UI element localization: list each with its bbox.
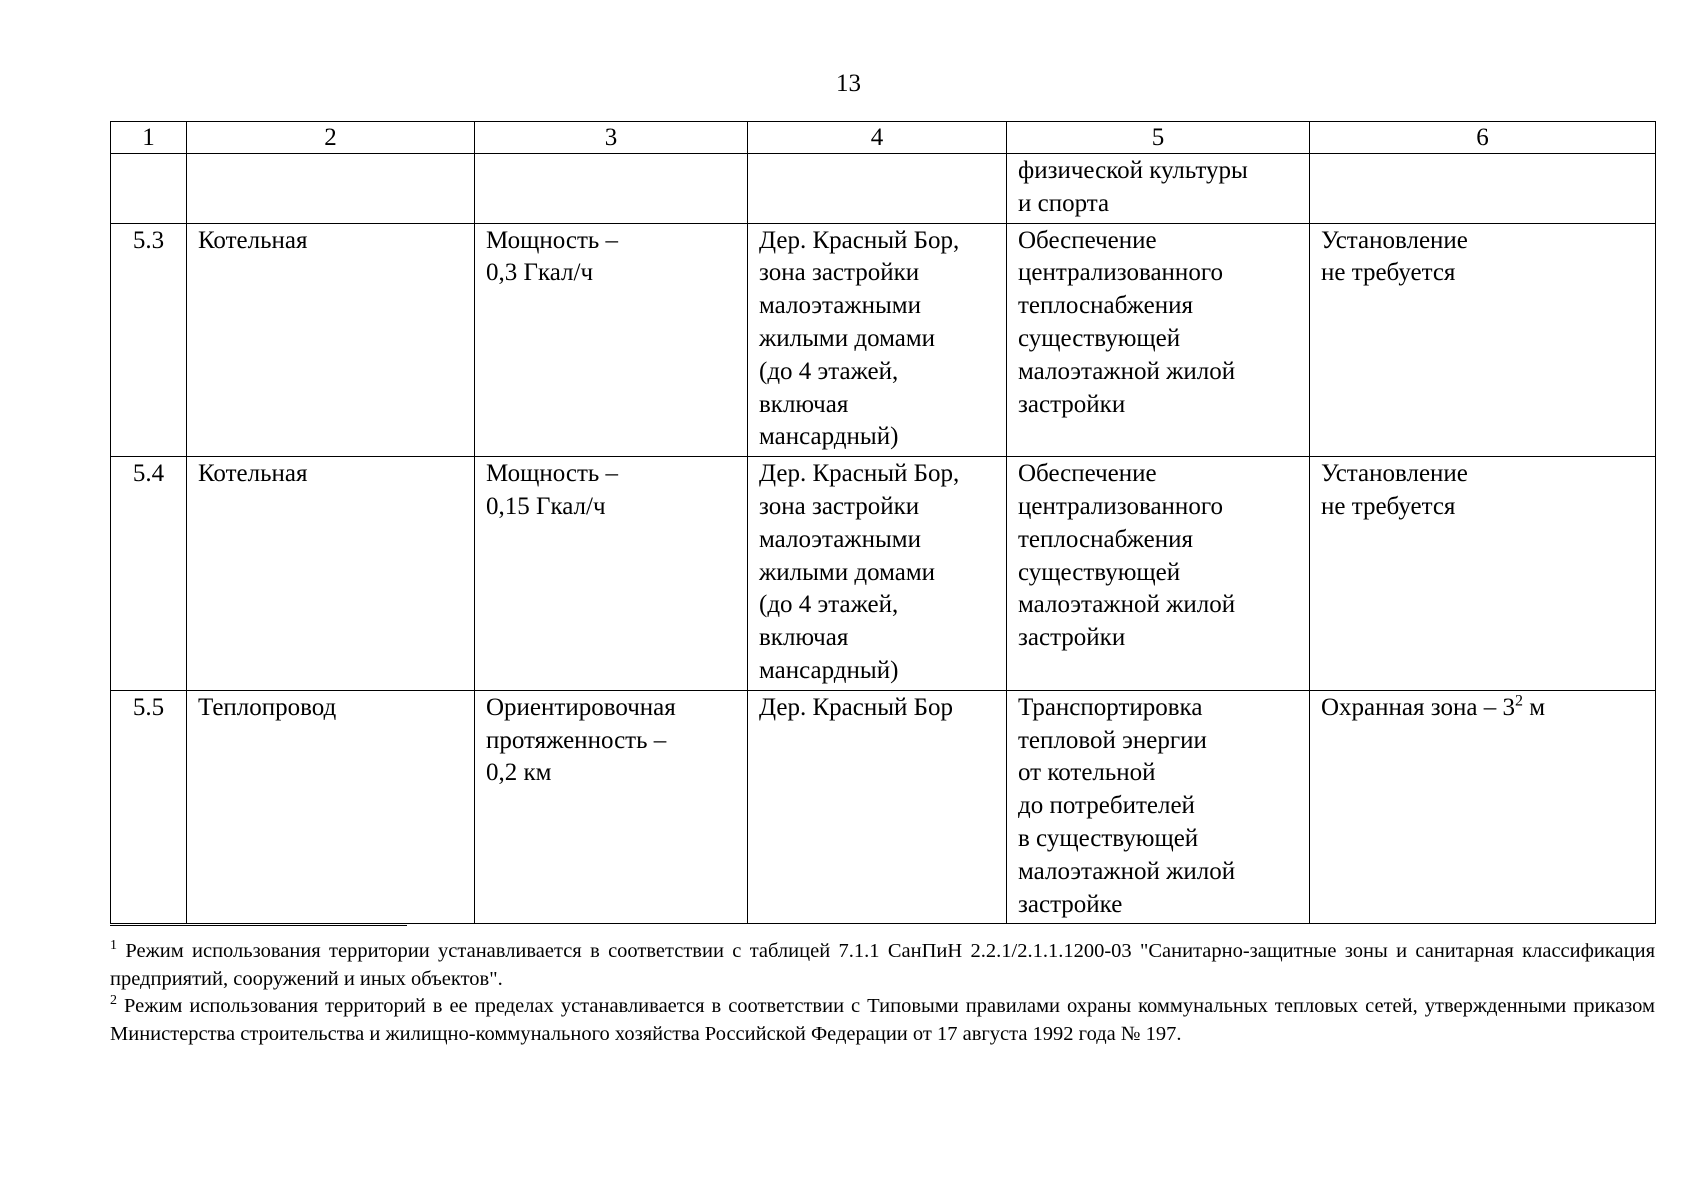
cell-text-line: Обеспечение — [1018, 226, 1157, 254]
cell-text-line: малоэтажной жилой — [1018, 857, 1236, 885]
object-location-cell — [748, 223, 1007, 457]
cell-text-line: включая — [759, 390, 849, 418]
object-location-cell — [748, 690, 1007, 924]
cell-text-line: 0,15 Гкал/ч — [486, 492, 606, 520]
cell-text-line: Мощность – — [486, 226, 619, 254]
header-cell: 2 — [187, 122, 475, 154]
cell-text-line: централизованного — [1018, 492, 1223, 520]
cell-text-line: Ориентировочная — [486, 693, 676, 721]
object-params-cell — [475, 154, 748, 224]
cell-text-line: жилыми домами — [759, 558, 936, 586]
cell-text-line: Транспортировка — [1018, 693, 1203, 721]
object-purpose-cell — [1007, 223, 1310, 457]
cell-text-line: малоэтажной жилой — [1018, 591, 1236, 619]
footnote-text: Режим использования территорий в ее пределах устанавливается в соответствии с Типовыми правилами охраны коммунальных тепловых сетей, утвержденными приказом Министерства строительства и жилищно-коммунального хозяйства Российской Федерации от 17 августа 1992 года № 197. — [110, 995, 1655, 1045]
object-location-cell — [748, 154, 1007, 224]
cell-text-line: 0,3 Гкал/ч — [486, 259, 594, 287]
cell-text-line: Дер. Красный Бор, — [759, 460, 960, 488]
object-zone-cell — [1310, 223, 1656, 457]
row-number-cell: 5.5 — [111, 690, 187, 924]
object-params-cell — [475, 690, 748, 924]
cell-text-line: застройки — [1018, 390, 1126, 418]
cell-text-line: в существующей — [1018, 824, 1199, 852]
cell-text-line: существующей — [1018, 558, 1181, 586]
table-row — [111, 223, 1656, 457]
cell-text-line: Обеспечение — [1018, 460, 1157, 488]
row-number-cell: 5.3 — [111, 223, 187, 457]
table-header-row — [111, 122, 1656, 154]
cell-text-line: включая — [759, 624, 849, 652]
cell-text-line: жилыми домами — [759, 324, 936, 352]
cell-text-line: (до 4 этажей, — [759, 591, 899, 619]
header-cell: 1 — [111, 122, 187, 154]
page-number: 13 — [836, 70, 861, 97]
cell-text-line: зона застройки — [759, 259, 920, 287]
footnote-2 — [110, 993, 1655, 1048]
cell-text-line: Теплопровод — [198, 693, 337, 721]
cell-text-line: малоэтажными — [759, 292, 921, 320]
footnote-1 — [110, 938, 1655, 993]
cell-text-line: малоэтажной жилой — [1018, 357, 1236, 385]
cell-text-line: застройки — [1018, 624, 1126, 652]
cell-text-line: малоэтажными — [759, 525, 921, 553]
object-name-cell — [187, 690, 475, 924]
footnote-separator — [110, 925, 407, 926]
cell-text-line — [1321, 692, 1645, 725]
header-cell: 4 — [748, 122, 1007, 154]
header-cell: 3 — [475, 122, 748, 154]
cell-text-line: Установление — [1321, 226, 1468, 254]
object-location-cell — [748, 457, 1007, 691]
row-number-cell: 5.4 — [111, 457, 187, 691]
header-cell: 5 — [1007, 122, 1310, 154]
cell-text-line: и спорта — [1018, 189, 1110, 217]
footnote-ref[interactable]: 2 — [1514, 692, 1523, 710]
cell-text-line: Установление — [1321, 460, 1468, 488]
object-name-cell — [187, 154, 475, 224]
table-row — [111, 154, 1656, 224]
cell-text-line: мансардный) — [759, 656, 899, 684]
object-zone-cell — [1310, 154, 1656, 224]
row-number-cell — [111, 154, 187, 224]
footnote-marker: 2 — [110, 993, 117, 1009]
header-cell: 6 — [1310, 122, 1656, 154]
object-params-cell — [475, 223, 748, 457]
cell-text-line: теплоснабжения — [1018, 525, 1193, 553]
cell-text-line: застройке — [1018, 890, 1123, 918]
cell-text-line: тепловой энергии — [1018, 726, 1207, 754]
cell-text-line: Дер. Красный Бор, — [759, 226, 960, 254]
cell-text-line: Мощность – — [486, 460, 619, 488]
object-zone-cell — [1310, 457, 1656, 691]
cell-text-line: не требуется — [1321, 492, 1456, 520]
object-purpose-cell — [1007, 457, 1310, 691]
cell-text-line: не требуется — [1321, 259, 1456, 287]
cell-text-line: централизованного — [1018, 259, 1223, 287]
cell-text-line: Котельная — [198, 226, 308, 254]
zone-unit: м — [1522, 693, 1546, 721]
cell-text-line: существующей — [1018, 324, 1181, 352]
object-purpose-cell — [1007, 690, 1310, 924]
cell-text-line: до потребителей — [1018, 792, 1195, 820]
cell-text-line: зона застройки — [759, 492, 920, 520]
footnote-marker: 1 — [110, 938, 117, 954]
objects-table — [110, 121, 1656, 924]
footnotes — [110, 938, 1655, 1048]
cell-text-line: физической культуры — [1018, 157, 1248, 184]
object-name-cell — [187, 223, 475, 457]
cell-text-line: (до 4 этажей, — [759, 357, 899, 385]
object-purpose-cell — [1007, 154, 1310, 224]
cell-text-line: протяженность – — [486, 726, 667, 754]
cell-text-line: 0,2 км — [486, 759, 552, 787]
cell-text-line: мансардный) — [759, 423, 899, 451]
object-params-cell — [475, 457, 748, 691]
table-row — [111, 457, 1656, 691]
zone-text: Охранная зона – 3 — [1321, 693, 1515, 721]
cell-text-line: Котельная — [198, 460, 308, 488]
cell-text-line: от котельной — [1018, 759, 1156, 787]
cell-text-line: теплоснабжения — [1018, 292, 1193, 320]
table-row — [111, 690, 1656, 924]
footnote-text: Режим использования территории устанавливается в соответствии с таблицей 7.1.1 СанПиН 2.2.1/2.1.1.1200-03 "Санитарно-защитные зоны и санитарная классификация предприятий, сооружений и иных объектов". — [110, 940, 1655, 990]
object-zone-cell — [1310, 690, 1656, 924]
object-name-cell — [187, 457, 475, 691]
cell-text-line: Дер. Красный Бор — [759, 693, 953, 721]
